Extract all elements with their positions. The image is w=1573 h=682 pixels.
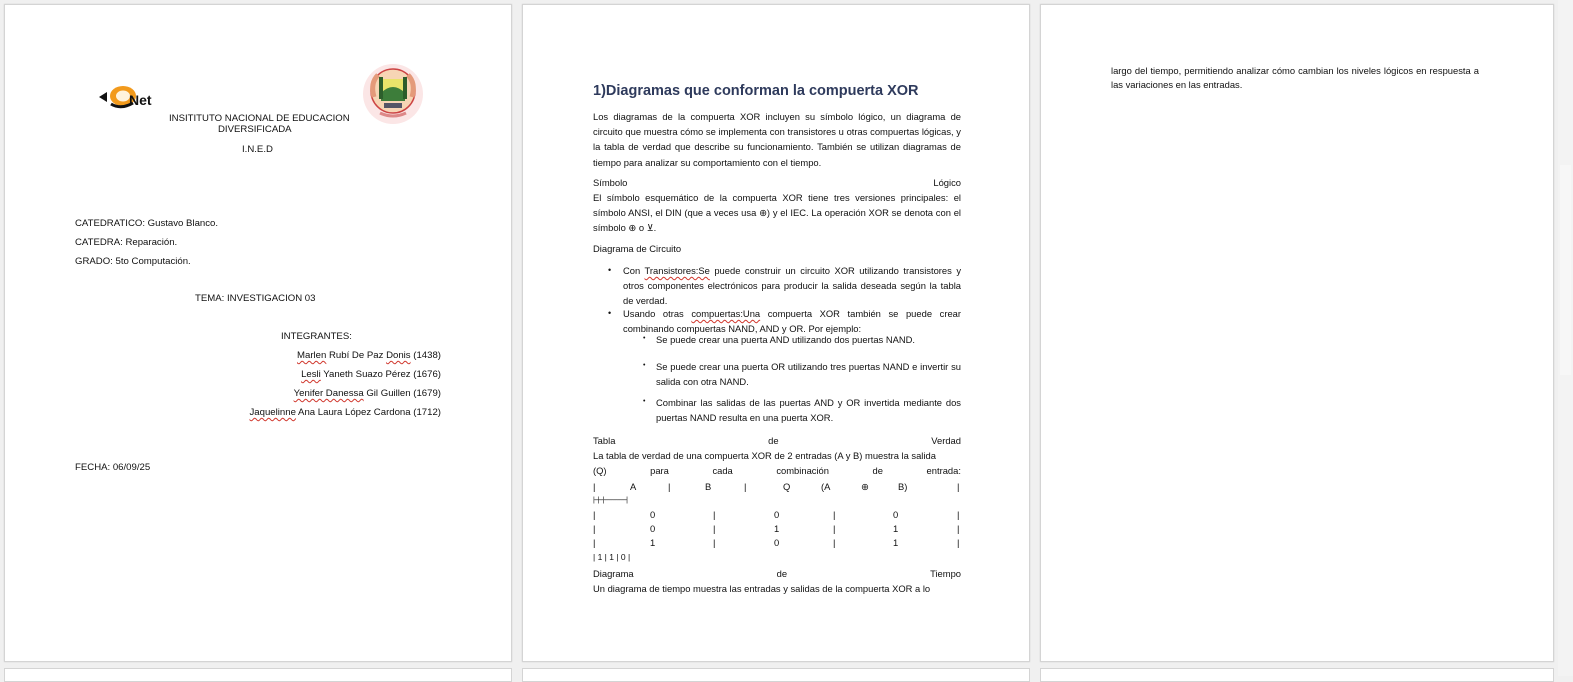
sub-bullet-2: Se puede crear una puerta OR utilizando tres puertas NAND e invertir su salida con otra NAND. [656,361,961,388]
svg-text:Net: Net [129,92,152,108]
document-page-4-top [4,668,512,682]
sub-bullet-3: Combinar las salidas de las puertas AND y OR invertida mediante dos puertas NAND resulta en una puerta XOR. [656,397,961,424]
tabla-paragraph: La tabla de verdad de una compuerta XOR de 2 entradas (A y B) muestra la salida [593,450,936,461]
tema-line: TEMA: INVESTIGACION 03 [195,293,316,304]
document-page-5-top [522,668,1030,682]
tabla-paragraph-line2: (Q) para cada combinación de entrada: [593,465,961,476]
bullet-icon: • [608,308,612,318]
institution-seal [362,63,424,125]
member-3: Yenifer Danessa Gil Guillen (1679) [293,388,441,399]
truth-table-header: | A | B | Q (A ⊕ B) | [593,481,960,492]
truth-table-row: | 1 | 0 | 1 | [593,537,960,548]
institute-acronym: I.N.E.D [242,144,273,155]
simbolo-heading-line: Símbolo Lógico [593,177,961,188]
institute-name-line1: INSITITUTO NACIONAL DE EDUCACION [169,113,350,124]
tabla-heading-line: Tabla de Verdad [593,435,961,446]
continued-paragraph: largo del tiempo, permitiendo analizar cómo cambian los niveles lógicos en respuesta a las variaciones en las entradas. [1111,65,1479,90]
document-page-2 [522,4,1030,662]
sub-bullet-icon: • [643,335,646,342]
institute-name-line2: DIVERSIFICADA [218,124,292,135]
truth-table-row: | 0 | 1 | 1 | [593,523,960,534]
integrantes-label: INTEGRANTES: [281,331,352,342]
document-page-6-top [1040,668,1554,682]
document-page-1 [4,4,512,662]
truth-table-last-row: | 1 | 1 | 0 | [593,552,631,562]
scrollbar-thumb[interactable] [1560,165,1571,375]
tiempo-heading-line: Diagrama de Tiempo [593,568,961,579]
document-page-3 [1040,4,1554,662]
truth-table-separator: |---|---|-----------------| [593,497,627,504]
catedratico-line: CATEDRATICO: Gustavo Blanco. [75,218,219,229]
tiempo-paragraph: Un diagrama de tiempo muestra las entradas y salidas de la compuerta XOR a lo [593,583,931,594]
truth-table-row: | 0 | 0 | 0 | [593,509,960,520]
sub-bullet-icon: • [643,362,646,369]
bullet-icon: • [608,265,612,275]
fecha-line: FECHA: 06/09/25 [75,462,151,473]
bullet-compuertas: Usando otras compuertas:Una compuerta XOR también se puede crear combinando compuertas NAND, AND y OR. Por ejemplo: [623,308,961,335]
section-heading: 1)Diagramas que conforman la compuerta XOR [593,83,919,99]
grado-line: GRADO: 5to Computación. [75,256,191,267]
member-2: Lesli Yaneth Suazo Pérez (1676) [301,369,441,380]
bullet-transistores: Con Transistores:Se puede construir un circuito XOR utilizando transistores y otros componentes electrónicos para producir la salida deseada según la tabla de verdad. [623,265,962,307]
gnet-logo [97,82,177,112]
simbolo-paragraph: El símbolo esquemático de la compuerta XOR tiene tres versiones principales: el símbolo ANSI, el DIN (que a veces usa ⊕) y el IEC. La operación XOR se denota con el símbolo ⊕ o ⊻. [593,192,961,234]
circuito-heading: Diagrama de Circuito [593,243,682,254]
member-1: Marlen Rubí De Paz Donis (1438) [297,350,441,361]
sub-bullet-1: Se puede crear una puerta AND utilizando dos puertas NAND. [656,334,916,345]
catedra-line: CATEDRA: Reparación. [75,237,178,248]
intro-paragraph: Los diagramas de la compuerta XOR incluyen su símbolo lógico, un diagrama de circuito que muestra cómo se implementa con transistores u otras compuertas lógicas, y la tabla de verdad que describe su funcionamiento. También se utilizan diagramas de tiempo para analizar su comportamiento con el tiempo. [593,111,961,168]
member-4: Jaquelinne Ana Laura López Cardona (1712) [249,407,441,418]
sub-bullet-icon: • [643,398,646,405]
